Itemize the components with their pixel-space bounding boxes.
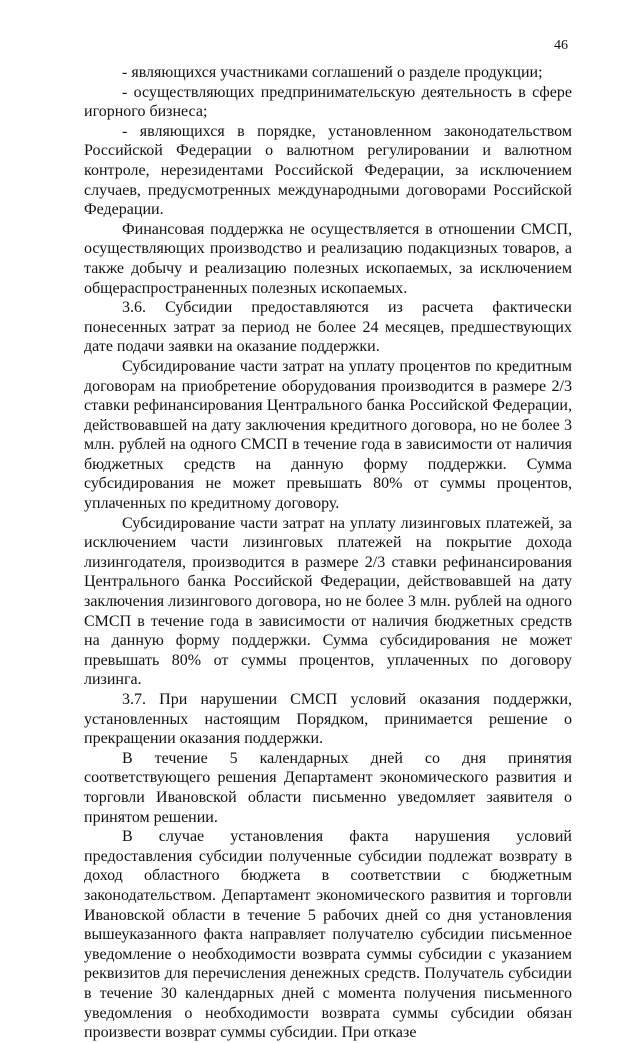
paragraph-production-sharing: - являющихся участниками соглашений о разделе продукции; xyxy=(122,64,543,81)
paragraph-subsidy-return: В случае установления факта нарушения условий предоставления субсидии полученные субсидии подлежат возврату в доход областного бюджета в соответствии с бюджетным законодательством. Департамент экономического развития и торговли Ивановской области в течение 5 рабочих дней со дня установления вышеуказанного факта направляет получателю субсидии письменное уведомление о необходимости возврата суммы субсидии с указанием реквизитов для перечисления денежных средств. Получатель субсидии в течение 30 календарных дней с момента получения письменного уведомления о необходимости возврата суммы субсидии обязан произвести возврат суммы субсидии. При отказе xyxy=(84,828,572,1042)
paragraph-leasing-subsidy: Субсидирование части затрат на уплату лизинговых платежей, за исключением части лизинговых платежей на покрытие дохода лизингодателя, производится в размере 2/3 ставки рефинансирования Центрального банка Российской Федерации, действовавшей на дату заключения лизингового договора, но не более 3 млн. рублей на одного СМСП в течение года в зависимости от наличия бюджетных средств на данную форму поддержки. Сумма субсидирования не может превышать 80% от суммы процентов, уплаченных по договору лизинга. xyxy=(84,514,572,689)
paragraph-excise-goods: Финансовая поддержка не осуществляется в отношении СМСП, осуществляющих производство и реализацию подакцизных товаров, а также добычу и реализацию полезных ископаемых, за исключением общераспространенных полезных ископаемых. xyxy=(84,220,572,297)
paragraph-section-3-6: 3.6. Субсидии предоставляются из расчета фактически понесенных затрат за период не более 24 месяцев, предшествующих дате подачи заявки на оказание поддержки. xyxy=(84,299,572,356)
paragraph-notification: В течение 5 календарных дней со дня принятия соответствующего решения Департамент экономического развития и торговли Ивановской области письменно уведомляет заявителя о принятом решении. xyxy=(84,749,572,826)
paragraph-credit-interest-subsidy: Субсидирование части затрат на уплату процентов по кредитным договорам на приобретение оборудования производится в размере 2/3 ставки рефинансирования Центрального банка Российской Федерации, действовавшей на дату заключения кредитного договора, но не более 3 млн. рублей на одного СМСП в течение года в зависимости от наличия бюджетных средств на данную форму поддержки. Сумма субсидирования не может превышать 80% от суммы процентов, уплаченных по кредитному договору. xyxy=(84,357,572,513)
paragraph-gambling-business: - осуществляющих предпринимательскую деятельность в сфере игорного бизнеса; xyxy=(84,83,572,121)
page-number: 46 xyxy=(554,38,568,53)
paragraph-non-residents: - являющихся в порядке, установленном законодательством Российской Федерации о валютном регулировании и валютном контроле, нерезидентами Российской Федерации, за исключением случаев, предусмотренных международными договорами Российской Федерации. xyxy=(84,122,572,219)
document-body xyxy=(84,63,572,1043)
paragraph-section-3-7: 3.7. При нарушении СМСП условий оказания поддержки, установленных настоящим Порядком, принимается решение о прекращении оказания поддержки. xyxy=(84,691,572,748)
